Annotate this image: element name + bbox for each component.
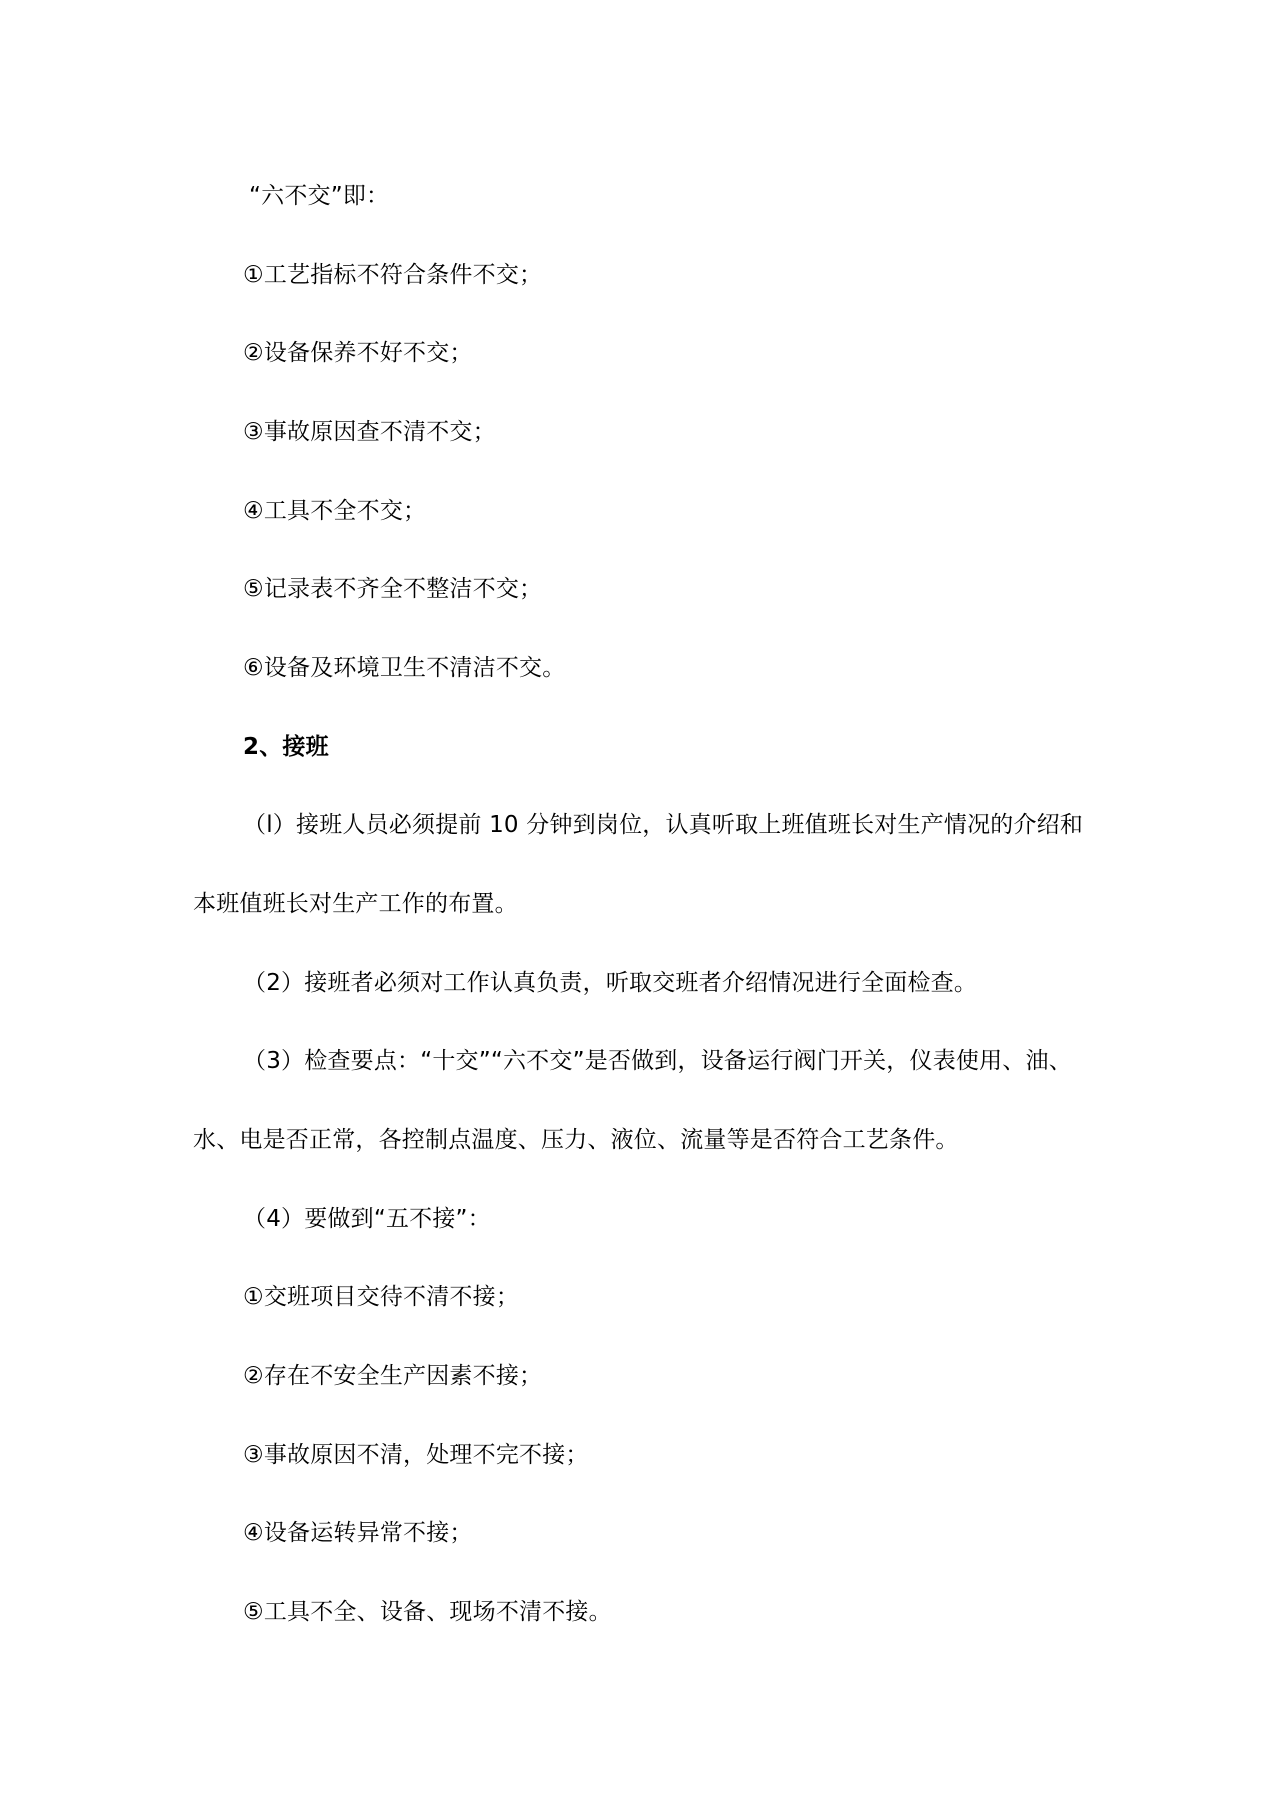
list-item: ⑤工具不全、设备、现场不清不接。 (243, 1599, 612, 1625)
list-item: ③事故原因查不清不交； (243, 419, 496, 445)
list-item: ①交班项目交待不清不接； (243, 1284, 520, 1310)
list-item: ②存在不安全生产因素不接； (243, 1363, 543, 1389)
list-item: ⑤记录表不齐全不整洁不交； (243, 576, 543, 602)
six-no-handover-heading: “六不交”即： (249, 183, 390, 209)
list-item: ②设备保养不好不交； (243, 340, 473, 366)
list-item: ③事故原因不清，处理不完不接； (243, 1442, 589, 1468)
list-item: ⑥设备及环境卫生不清洁不交。 (243, 655, 566, 681)
list-item: ①工艺指标不符合条件不交； (243, 262, 543, 288)
paragraph-line: 本班值班长对生产工作的布置。 (193, 891, 518, 917)
section-heading-takeover: 2、接班 (243, 734, 329, 760)
paragraph-line: 水、电是否正常，各控制点温度、压力、液位、流量等是否符合工艺条件。 (193, 1127, 959, 1153)
five-no-takeover-heading: （4）要做到“五不接”： (243, 1206, 491, 1232)
list-item: ④工具不全不交； (243, 498, 427, 524)
paragraph-line: （l）接班人员必须提前 10 分钟到岗位，认真听取上班值班长对生产情况的介绍和 (243, 812, 1084, 838)
paragraph-line: （3）检查要点：“十交”“六不交”是否做到，设备运行阀门开关，仪表使用、油、 (243, 1048, 1072, 1074)
paragraph-line: （2）接班者必须对工作认真负责，听取交班者介绍情况进行全面检查。 (243, 970, 978, 996)
list-item: ④设备运转异常不接； (243, 1520, 473, 1546)
